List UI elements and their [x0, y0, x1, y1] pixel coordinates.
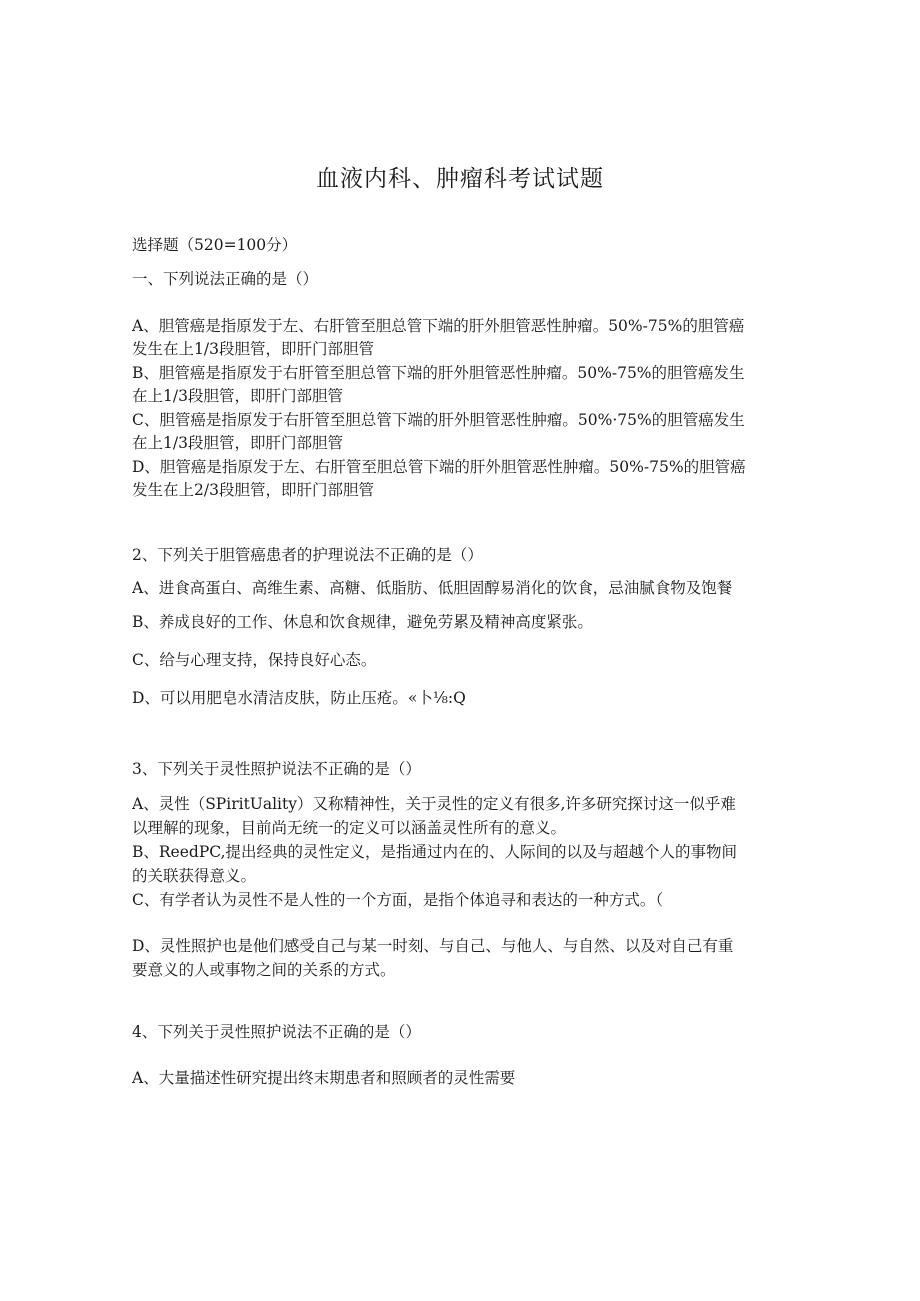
document-title: 血液内科、肿瘤科考试试题 — [316, 166, 604, 192]
q1-option-c-line2: 在上1/3段胆管，即肝门部胆管 — [132, 434, 343, 452]
q2-option-d: D、可以用肥皂水清洁皮肤，防止压疮。«卜⅛:Q — [132, 689, 466, 707]
q3-option-b-line2: 的关联获得意义。 — [132, 867, 257, 885]
q2-option-b: B、养成良好的工作、休息和饮食规律，避免劳累及精神高度紧张。 — [132, 613, 593, 631]
q1-option-d-line2: 发生在上2/3段胆管，即肝门部胆管 — [132, 481, 374, 499]
section-header: 选择题（520=100分） — [132, 236, 298, 254]
q2-option-a: A、进食高蛋白、高维生素、高糖、低脂肪、低胆固醇易消化的饮食，忌油腻食物及饱餐 — [132, 579, 733, 597]
question-4-stem: 4、下列关于灵性照护说法不正确的是（） — [132, 1023, 421, 1041]
q3-option-d-line2: 要意义的人或事物之间的关系的方式。 — [132, 961, 396, 979]
q3-option-d-line1: D、灵性照护也是他们感受自己与某一时刻、与自己、与他人、与自然、以及对自己有重 — [132, 937, 734, 955]
q3-option-a-line1: A、灵性（SPiritUality）又称精神性，关于灵性的定义有很多,许多研究探讨这一似乎难 — [132, 795, 736, 813]
q1-option-b-line1: B、胆管癌是指原发于右肝管至胆总管下端的肝外胆管恶性肿瘤。50%-75%的胆管癌发生 — [132, 364, 745, 382]
q1-option-c-line1: C、胆管癌是指原发于右肝管至胆总管下端的肝外胆管恶性肿瘤。50%·75%的胆管癌发生 — [132, 411, 745, 429]
q1-option-d-line1: D、胆管癌是指原发于左、右肝管至胆总管下端的肝外胆管恶性肿瘤。50%-75%的胆管癌 — [132, 458, 746, 476]
q1-option-b-line2: 在上1/3段胆管，即肝门部胆管 — [132, 387, 343, 405]
question-1-stem: 一、下列说法正确的是（） — [132, 270, 319, 288]
q2-option-c: C、给与心理支持，保持良好心态。 — [132, 651, 377, 669]
q1-option-a-line2: 发生在上1/3段胆管，即肝门部胆管 — [132, 340, 374, 358]
q3-option-a-line2: 以理解的现象，目前尚无统一的定义可以涵盖灵性所有的意义。 — [132, 819, 567, 837]
question-3-stem: 3、下列关于灵性照护说法不正确的是（） — [132, 760, 421, 778]
q1-option-a-line1: A、胆管癌是指原发于左、右肝管至胆总管下端的肝外胆管恶性肿瘤。50%-75%的胆管癌 — [132, 317, 745, 335]
q3-option-b-line1: B、ReedPC,提出经典的灵性定义，是指通过内在的、人际间的以及与超越个人的事物间 — [132, 843, 737, 861]
q4-option-a: A、大量描述性研究提出终末期患者和照顾者的灵性需要 — [132, 1069, 516, 1087]
q3-option-c: C、有学者认为灵性不是人性的一个方面，是指个体追寻和表达的一种方式。（ — [132, 891, 664, 909]
question-2-stem: 2、下列关于胆管癌患者的护理说法不正确的是（） — [132, 546, 483, 564]
